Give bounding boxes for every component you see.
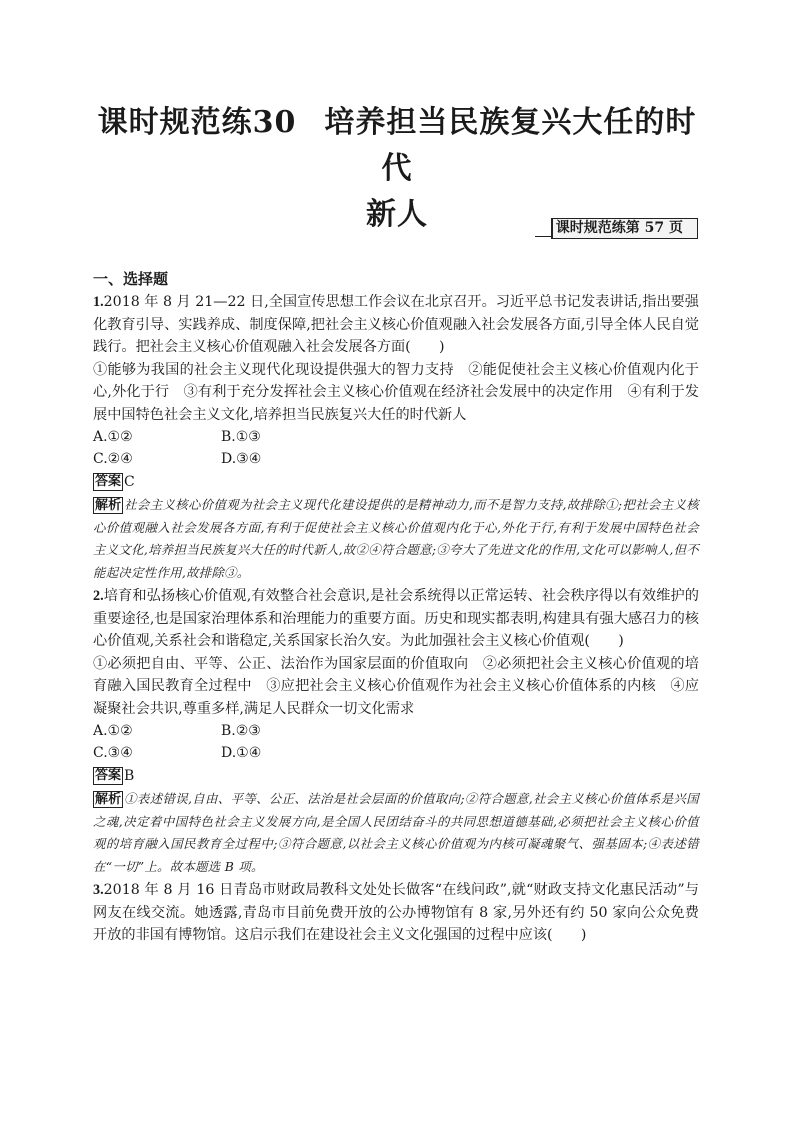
answer-tag: 答案 <box>95 474 122 489</box>
options-row <box>93 448 699 470</box>
lesson-number: 课时规范练30 <box>97 105 297 140</box>
analysis-tag: 解析 <box>95 498 122 513</box>
question-1 <box>93 291 699 584</box>
answer-value: C <box>124 474 135 490</box>
question-number: 3. <box>93 882 104 898</box>
option-a[interactable]: A.①② <box>93 723 133 739</box>
question-text: 2018 年 8 月 16 日青岛市财政局教科文处处长做客“在线问政”,就“财政支持文化惠民活动”与网友在线交流。她透露,青岛市目前免费开放的公办博物馆有 8 家,另外还有约 50 家向公众免费开放的非国有博物馆。这启示我们在建设社会主义文化强国的过程中应该( ) <box>93 882 699 943</box>
answer-line <box>93 471 699 493</box>
question-text: 培育和弘扬核心价值观,有效整合社会意识,是社会系统得以正常运转、社会秩序得以有效维护的重要途径,也是国家治理体系和治理能力的重要方面。历史和现实都表明,构建具有强大感召力的核心价值观,关系社会和谐稳定,关系国家长治久安。为此加强社会主义核心价值观( ) <box>93 588 699 649</box>
analysis-text: ①表述错误,自由、平等、公正、法治是社会层面的价值取向;②符合题意,社会主义核心价值体系是兴国之魂,决定着中国特色社会主义发展方向,是全国人民团结奋斗的共同思想道德基础,必须把社会主义核心价值观的培育融入国民教育全过程中;③符合题意,以社会主义核心价值观为内核可凝魂聚气、强基固本;④表述错在“一切”上。故本题选 B 项。 <box>93 791 699 874</box>
question-statements: ①必须把自由、平等、公正、法治作为国家层面的价值取向 ②必须把社会主义核心价值观的培育融入国民教育全过程中 ③应把社会主义核心价值观作为社会主义核心价值体系的内核 ④应凝聚社会共识,尊重多样,满足人民群众一切文化需求 <box>93 655 699 717</box>
question-statements: ①能够为我国的社会主义现代化现设提供强大的智力支持 ②能促使社会主义核心价值观内化于心,外化于行 ③有利于充分发挥社会主义核心价值观在经济社会发展中的决定作用 ④有利于发展中国特色社会主义文化,培养担当民族复兴大任的时代新人 <box>93 361 699 423</box>
answer-line <box>93 765 699 787</box>
question-stem <box>93 879 699 947</box>
option-d[interactable]: D.①④ <box>221 745 262 761</box>
answer-value: B <box>124 768 135 784</box>
option-a[interactable]: A.①② <box>93 429 133 445</box>
answer-tag: 答案 <box>95 768 122 783</box>
section-heading: 一、选择题 <box>93 270 169 288</box>
options-row <box>93 742 699 764</box>
page-title-line-1 <box>90 100 704 192</box>
question-stem <box>93 585 699 653</box>
analysis <box>93 788 699 878</box>
option-b[interactable]: B.①③ <box>221 429 261 445</box>
analysis-tag: 解析 <box>95 792 122 807</box>
question-text: 2018 年 8 月 21—22 日,全国宣传思想工作会议在北京召开。习近平总书记发表讲话,指出要强化教育引导、实践养成、制度保障,把社会主义核心价值观融入社会发展各方面,引导全体人民自觉践行。把社会主义核心价值观融入社会发展各方面( ) <box>93 294 699 355</box>
page-reference-label: 课时规范练第 57 页 <box>551 218 698 239</box>
question-3 <box>93 879 699 947</box>
options-row <box>93 720 699 742</box>
lesson-topic: 培养担当民族复兴大任的时代 <box>324 105 697 186</box>
option-d[interactable]: D.③④ <box>221 451 262 467</box>
analysis <box>93 494 699 584</box>
options-row <box>93 426 699 448</box>
page-title-line-2: 新人 <box>366 197 428 232</box>
question-2 <box>93 585 699 878</box>
question-stem <box>93 291 699 359</box>
page-reference <box>535 218 698 239</box>
question-number: 1. <box>93 294 104 310</box>
page-reference-rule <box>535 236 551 237</box>
question-number: 2. <box>93 588 104 604</box>
exercise-content <box>93 268 699 948</box>
option-c[interactable]: C.②④ <box>93 451 133 467</box>
analysis-text: 社会主义核心价值观为社会主义现代化建设提供的是精神动力,而不是智力支持,故排除①;把社会主义核心价值观融入社会发展各方面,有利于促使社会主义核心价值观内化于心,外化于行,有利于发展中国特色社会主义文化,培养担当民族复兴大任的时代新人,故②④符合题意;③夸大了先进文化的作用,文化可以影响人,但不能起决定性作用,故排除③。 <box>93 497 699 580</box>
option-c[interactable]: C.③④ <box>93 745 133 761</box>
option-b[interactable]: B.②③ <box>221 723 261 739</box>
